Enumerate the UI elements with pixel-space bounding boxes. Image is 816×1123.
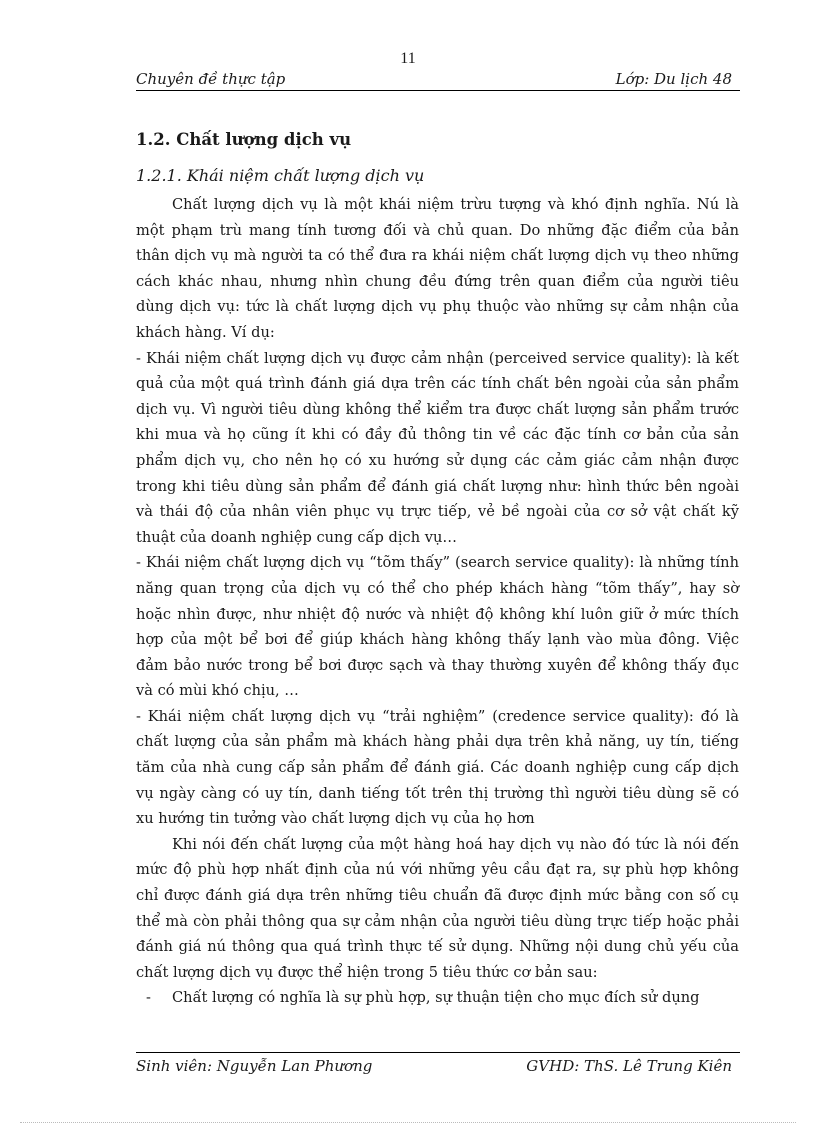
list-item — [136, 985, 739, 1011]
page-number: 11 — [400, 50, 416, 67]
footer-supervisor-name: GVHD: ThS. Lê Trung Kiên — [526, 1057, 732, 1075]
paragraph-perceived-quality: - Khái niệm chất lượng dịch vụ được cảm nhận (perceived service quality): là kết quả của một quá trình đánh giá dựa trên các tính chất bên ngoài của sản phẩm dịch vụ. Vì người tiêu dùng không thể kiểm tra được chất lượng sản phẩm trước khi mua và họ cũng ít khi có đầy đủ thông tin về các đặc tính cơ bản của sản phẩm dịch vụ, cho nên họ có xu hướng sử dụng các cảm giác cảm nhận được trong khi tiêu dùng sản phẩm để đánh giá chất lượng như: hình thức bên ngoài và thái độ của nhân viên phục vụ trực tiếp, vẻ bề ngoài của cơ sở vật chất kỹ thuật của doanh nghiệp cung cấp dịch vụ… — [136, 349, 739, 546]
header-course-title: Chuyên đề thực tập — [136, 70, 286, 88]
page-footer — [136, 1052, 740, 1077]
bullet-text: Chất lượng có nghĩa là sự phù hợp, sự thuận tiện cho mục đích sử dụng — [172, 989, 700, 1007]
paragraph-quality-definition: Khi nói đến chất lượng của một hàng hoá hay dịch vụ nào đó tức là nói đến mức độ phù hợp nhất định của nú với những yêu cầu đạt ra, sự phù hợp không chỉ được đánh giá dựa trên những tiêu chuẩn đã được định mức bằng con số cụ thể mà còn phải thông qua sự cảm nhận của người tiêu dùng trực tiếp hoặc phải đánh giá nú thông qua quá trình thực tế sử dụng. Những nội dung chủ yếu của chất lượng dịch vụ được thể hiện trong 5 tiêu thức cơ bản sau: — [136, 835, 739, 981]
subsection-heading: 1.2.1. Khái niệm chất lượng dịch vụ — [136, 166, 425, 185]
section-heading: 1.2. Chất lượng dịch vụ — [136, 130, 352, 149]
paragraph-search-quality: - Khái niệm chất lượng dịch vụ “tõm thấy” (search service quality): là những tính năng quan trọng của dịch vụ có thể cho phép khách hàng “tõm thấy”, hay sờ hoặc nhìn được, như nhiệt độ nước và nhiệt độ không khí luôn giữ ở mức thích hợp của một bể bơi để giúp khách hàng không thấy lạnh vào mùa đông. Việc đảm bảo nước trong bể bơi được sạch và thay thường xuyên để không thấy đục và có mùi khó chịu, … — [136, 554, 739, 700]
bullet-dash: - — [146, 989, 151, 1007]
header-class-name: Lớp: Du lịch 48 — [615, 70, 732, 88]
paragraph-intro: Chất lượng dịch vụ là một khái niệm trừu tượng và khó định nghĩa. Nú là một phạm trù mang tính tương đối và chủ quan. Do những đặc điểm của bản thân dịch vụ mà người ta có thể đưa ra khái niệm chất lượng dịch vụ theo những cách khác nhau, nhưng nhìn chung đều đứng trên quan điểm của người tiêu dùng dịch vụ: tức là chất lượng dịch vụ phụ thuộc vào những sự cảm nhận của khách hàng. Ví dụ: — [136, 196, 739, 341]
paragraph-credence-quality: - Khái niệm chất lượng dịch vụ “trải nghiệm” (credence service quality): đó là chất lượng của sản phẩm mà khách hàng phải dựa trên khả năng, uy tín, tiếng tăm của nhà cung cấp sản phẩm để đánh giá. Các doanh nghiệp cung cấp dịch vụ ngày càng có uy tín, danh tiếng tốt trên thị trường thì người tiêu dùng sẽ có xu hướng tin tưởng vào chất lượng dịch vụ của họ hơn — [136, 707, 739, 828]
document-body — [136, 130, 739, 1011]
page-header — [136, 68, 740, 91]
footer-student-name: Sinh viên: Nguyễn Lan Phương — [136, 1057, 373, 1075]
